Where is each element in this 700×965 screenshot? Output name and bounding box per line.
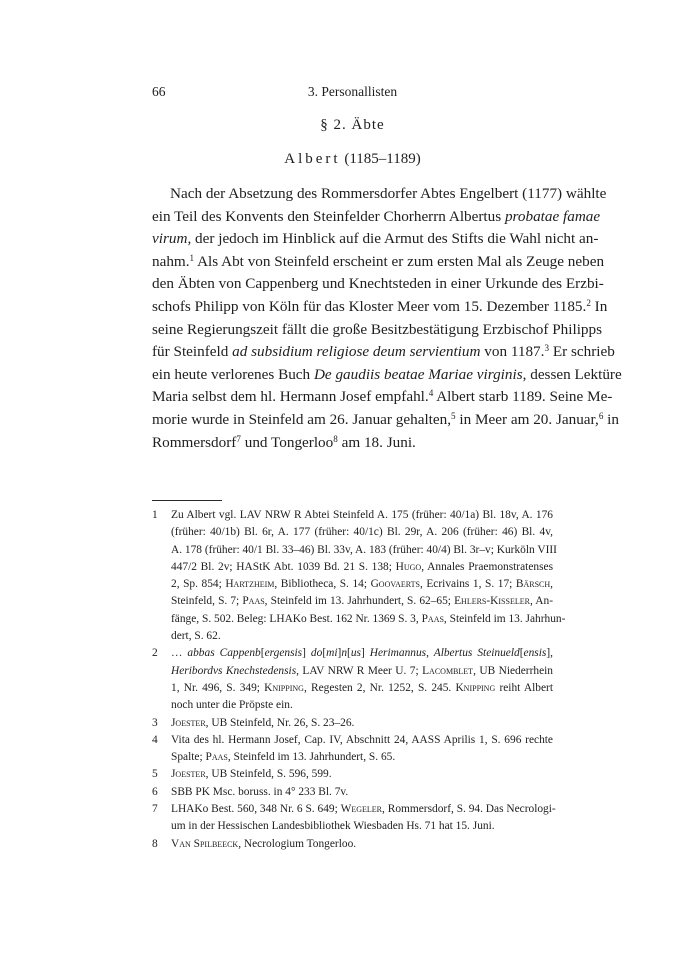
footnote-line: 1, Nr. 496, S. 349; Knipping, Regesten 2, Nr. 1252, S. 245. Knipping reiht Albert (171, 681, 553, 694)
footnote-number: 7 (152, 803, 158, 816)
body-line: Rommersdorf$^7$ und Tongerloo$^8$ am 18. Juni. (152, 433, 416, 451)
footnote-line: noch unter die Pröpste ein. (171, 699, 293, 712)
footnote-line: (früher: 40/1b) Bl. 6r, A. 177 (früher: 40/1c) Bl. 29r, A. 206 (früher: 46) Bl. 4v, (171, 526, 553, 539)
footnote-line: fänge, S. 502. Beleg: LHAKo Best. 162 Nr. 1369 S. 3, Paas, Steinfeld im 13. Jahrhun- (171, 612, 566, 625)
footnote-line: Steinfeld, S. 7; Paas, Steinfeld im 13. Jahrhundert, S. 62–65; Ehlers-Kisseler, An- (171, 595, 553, 608)
running-head: 3. Personallisten (307, 84, 398, 99)
body-line: den Äbten von Cappenberg und Knechtsteden in einer Urkunde des Erzbi- (152, 275, 604, 293)
body-line: ein Teil des Konvents den Steinfelder Chorherrn Albertus probatae famae (152, 207, 601, 225)
abbot-name: Albert (284, 151, 341, 167)
body-line: virum, der jedoch im Hinblick auf die Armut des Stifts die Wahl nicht an- (152, 230, 599, 248)
footnote-line: Vita des hl. Hermann Josef, Cap. IV, Abschnitt 24, AASS Aprilis 1, S. 696 rechte (171, 733, 553, 746)
footnote-number: 2 (152, 647, 158, 660)
footnote-line: Zu Albert vgl. LAV NRW R Abtei Steinfeld A. 175 (früher: 40/1a) Bl. 18v, A. 176 (171, 509, 553, 521)
footnote-line: Spalte; Paas, Steinfeld im 13. Jahrhundert, S. 65. (171, 751, 396, 764)
footnote-line: LHAKo Best. 560, 348 Nr. 6 S. 649; Wegeler, Rommersdorf, S. 94. Das Necrologi- (171, 803, 556, 816)
footnote (152, 645, 553, 714)
footnote (152, 715, 553, 732)
footnote-line: Van Spilbeeck, Necrologium Tongerloo. (171, 837, 357, 850)
body-line: ein heute verlorenes Buch De gaudiis beatae Mariae virginis, dessen Lektüre (152, 365, 622, 383)
footnotes (152, 507, 566, 853)
footnote-divider (152, 500, 222, 501)
footnote-number: 8 (152, 837, 158, 850)
footnote-number: 3 (152, 716, 158, 729)
body-line: seine Regierungszeit fällt die große Besitzbestätigung Erzbischof Philipps (152, 320, 603, 338)
footnote (152, 784, 553, 801)
footnote-line: 447/2 Bl. 2v; HAStK Abt. 1039 Bd. 21 S. 138; Hugo, Annales Praemonstratenses (171, 560, 553, 573)
footnote (152, 801, 556, 836)
footnote-number: 6 (152, 785, 158, 798)
footnote-line: SBB PK Msc. boruss. in 4° 233 Bl. 7v. (171, 785, 349, 798)
footnote (152, 766, 553, 783)
footnote-line: A. 178 (früher: 40/1 Bl. 33–46) Bl. 33v, A. 183 (früher: 40/4) Bl. 3r–v; Kurköln VIII (171, 543, 557, 556)
footnote-line: … abbas Cappenb[ergensis] do[mi]n[us] Herimannus, Albertus Steinueld[ensis], (171, 647, 553, 660)
footnote-line: Heribordvs Knechstedensis, LAV NRW R Meer U. 7; Lacomblet, UB Niederrhein (171, 664, 554, 677)
footnote-number: 4 (152, 733, 158, 746)
footnote (152, 836, 553, 853)
section-heading: § 2. Äbte (320, 117, 385, 133)
body-line: Nach der Absetzung des Rommersdorfer Abtes Engelbert (1177) wählte (170, 185, 607, 202)
body-line: nahm.$^1$ Als Abt von Steinfeld erscheint er zum ersten Mal als Zeuge neben (152, 252, 605, 270)
footnote-line: 2, Sp. 854; Hartzheim, Bibliotheca, S. 14; Goovaerts, Ecrivains 1, S. 17; Bärsch, (171, 578, 553, 591)
body-line: morie wurde in Steinfeld am 26. Januar gehalten,$^5$ in Meer am 20. Januar,$^6$ in (152, 410, 619, 428)
footnote-line: dert, S. 62. (171, 630, 221, 643)
body-line: Maria selbst dem hl. Hermann Josef empfahl.$^4$ Albert starb 1189. Seine Me- (152, 388, 613, 406)
body-line: schofs Philipp von Köln für das Kloster Meer vom 15. Dezember 1185.$^2$ In (152, 297, 608, 315)
footnote (152, 732, 553, 767)
footnote-line: um in der Hessischen Landesbibliothek Wiesbaden Hs. 71 hat 15. Juni. (171, 820, 495, 833)
footnote-number: 5 (152, 768, 158, 781)
abbot-dates: (1185–1189) (344, 151, 421, 167)
abbot-heading (152, 151, 553, 168)
footnote-number: 1 (152, 509, 158, 521)
footnote (152, 507, 566, 645)
page-number: 66 (152, 84, 166, 99)
body-line: für Steinfeld ad subsidium religiose deum servientium von 1187.$^3$ Er schrieb (152, 343, 615, 361)
body-text (152, 183, 622, 454)
footnote-line: Joester, UB Steinfeld, Nr. 26, S. 23–26. (171, 716, 355, 729)
footnote-line: Joester, UB Steinfeld, S. 596, 599. (171, 768, 332, 781)
